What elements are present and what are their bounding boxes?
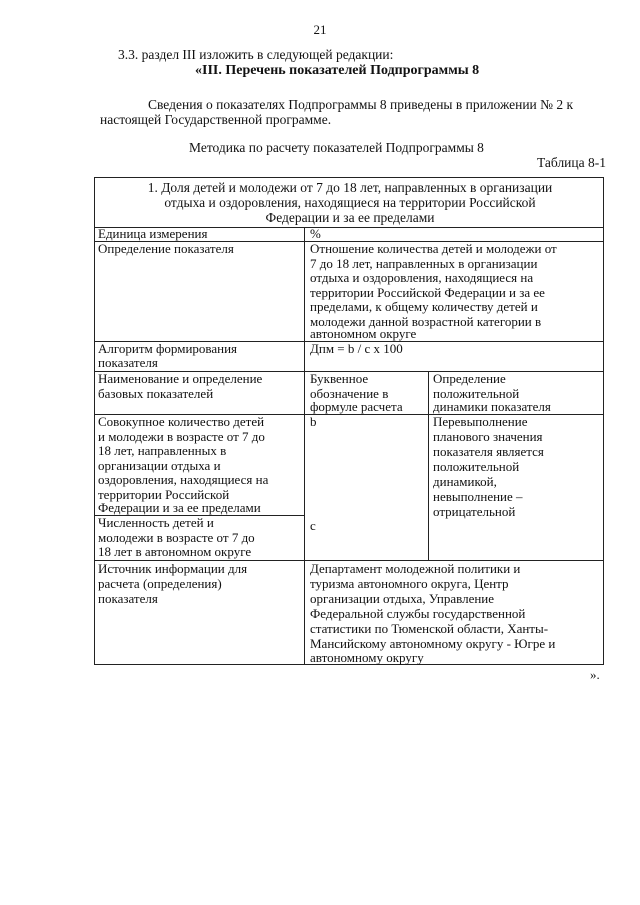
dynamics-line: динамикой,	[433, 474, 497, 489]
algorithm-label-line: Алгоритм формирования	[98, 341, 238, 356]
closing-quote: ».	[590, 667, 600, 682]
source-line: статистики по Тюменской области, Ханты-	[310, 621, 549, 636]
dynamics-line: положительной	[433, 459, 520, 474]
dynamics-header-line: положительной	[433, 385, 520, 401]
definition-line: автономном округе	[310, 326, 417, 341]
source-line: туризма автономного округа, Центр	[310, 576, 509, 591]
method-title: Методика по расчету показателей Подпрограммы 8	[189, 140, 484, 155]
letter-header-line: формуле расчета	[310, 399, 403, 414]
page-number: 21	[313, 22, 327, 37]
dynamics-line: показателя является	[433, 444, 544, 459]
total-children-line: Федерации и за ее пределами	[98, 500, 261, 515]
source-line: организации отдыха, Управление	[310, 591, 495, 606]
definition-line: 7 до 18 лет, направленных в организации	[310, 255, 538, 271]
letter-header-line: Буквенное	[310, 371, 369, 386]
source-label-line: расчета (определения)	[98, 576, 222, 591]
definition-line: отдыха и оздоровления, находящиеся на	[310, 270, 534, 286]
dynamics-header-line: динамики показателя	[433, 399, 551, 414]
letter-c: c	[310, 518, 316, 533]
total-children-line: организации отдыха и	[98, 457, 221, 473]
letter-b: b	[310, 414, 317, 429]
total-children-line: и молодежи в возрасте от 7 до	[98, 428, 265, 444]
info-paragraph-line-1: Сведения о показателях Подпрограммы 8 приведены в приложении № 2 к	[148, 97, 574, 112]
source-line: Департамент молодежной политики и	[310, 561, 521, 576]
column-divider	[428, 371, 429, 560]
total-children-line: 18 лет, направленных в	[98, 443, 227, 459]
source-line: Федеральной службы государственной	[310, 606, 526, 621]
definition-line: Отношение количества детей и молодежи от	[310, 241, 557, 256]
unit-label: Единица измерения	[98, 226, 208, 241]
letter-header-line: обозначение в	[310, 385, 389, 401]
column-divider	[304, 227, 305, 665]
dynamics-line: планового значения	[433, 429, 543, 444]
definition-line: территории Российской Федерации и за ее	[310, 284, 545, 300]
base-header-line: базовых показателей	[98, 385, 214, 401]
population-line: Численность детей и	[98, 515, 214, 530]
definition-line: пределами, к общему количеству детей и	[310, 299, 538, 315]
section-heading: «III. Перечень показателей Подпрограммы 8	[195, 63, 480, 78]
definition-line: молодежи данной возрастной категории в	[310, 314, 542, 329]
dynamics-header-line: Определение	[433, 371, 506, 386]
source-line: автономному округу	[310, 650, 424, 665]
indicator-title-line-1: 1. Доля детей и молодежи от 7 до 18 лет, направленных в организации	[147, 180, 553, 195]
indicator-title-line-3: Федерации и за ее пределами	[265, 210, 435, 225]
total-children-line: Совокупное количество детей	[98, 414, 265, 429]
intro-paragraph: 3.3. раздел III изложить в следующей редакции:	[118, 47, 394, 62]
unit-value: %	[310, 226, 321, 241]
dynamics-line: невыполнение –	[433, 489, 523, 504]
total-children-line: территории Российской	[98, 487, 230, 502]
source-label-line: показателя	[98, 591, 158, 606]
dynamics-line: Перевыполнение	[433, 414, 528, 429]
indicator-title-line-2: отдыха и оздоровления, находящиеся на территории Российской	[164, 195, 536, 210]
table-label: Таблица 8-1	[537, 155, 606, 170]
source-line: Мансийскому автономному округу - Югре и	[310, 636, 556, 651]
population-line: молодежи в возрасте от 7 до	[98, 530, 255, 545]
algorithm-formula: Дпм = b / c x 100	[310, 341, 403, 356]
base-header-line: Наименование и определение	[98, 371, 263, 386]
dynamics-line: отрицательной	[433, 504, 516, 519]
algorithm-label-line: показателя	[98, 355, 158, 370]
info-paragraph-line-2: настоящей Государственной программе.	[100, 112, 332, 127]
population-line: 18 лет в автономном округе	[98, 544, 252, 559]
source-label-line: Источник информации для	[98, 561, 248, 576]
definition-label: Определение показателя	[98, 241, 234, 256]
total-children-line: оздоровления, находящиеся на	[98, 472, 269, 488]
